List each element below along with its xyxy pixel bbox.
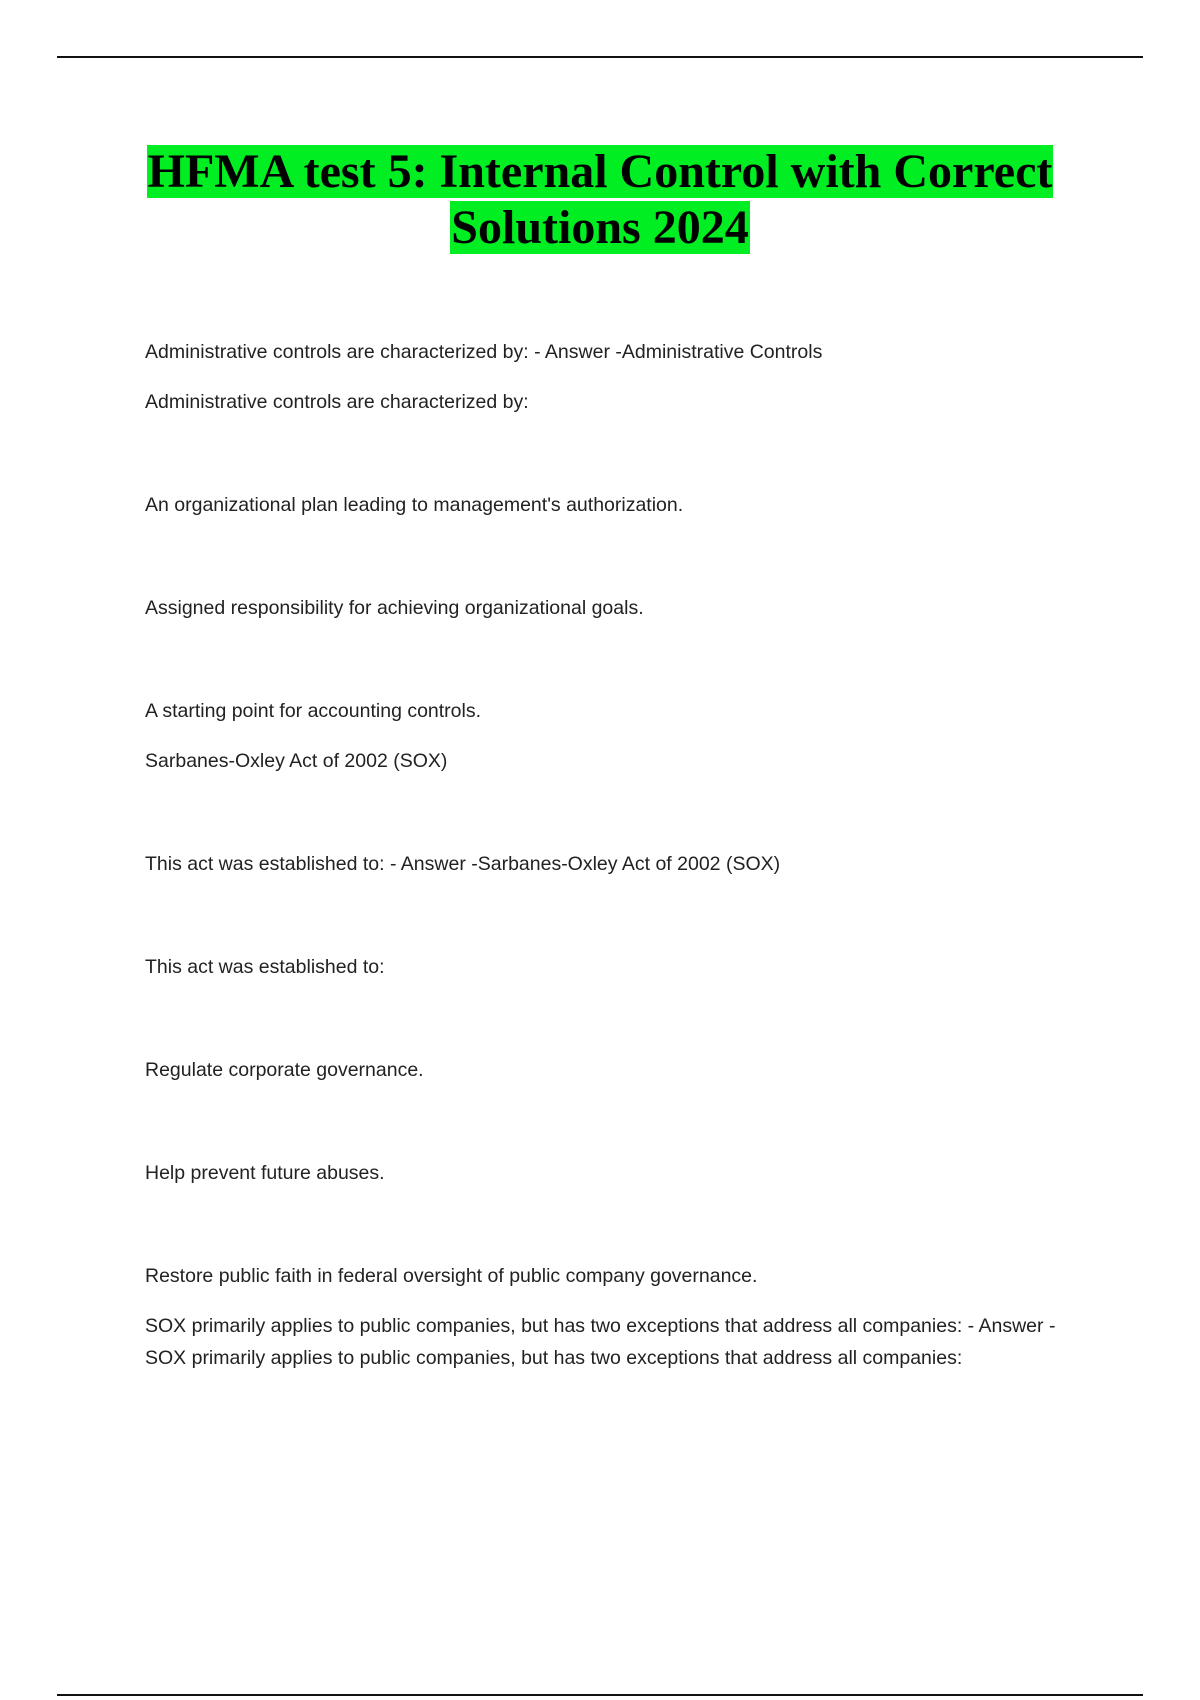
paragraph-4: Assigned responsibility for achieving organizational goals. <box>145 597 644 619</box>
paragraph-7: This act was established to: - Answer -Sarbanes-Oxley Act of 2002 (SOX) <box>145 853 781 875</box>
paragraph-6: Sarbanes-Oxley Act of 2002 (SOX) <box>145 750 448 772</box>
paragraph-11: Restore public faith in federal oversight of public company governance. <box>145 1265 758 1287</box>
document-title-text: HFMA test 5: Internal Control with Correct Solutions 2024 <box>147 145 1053 254</box>
paragraph-3: An organizational plan leading to management's authorization. <box>145 494 684 516</box>
paragraph-5: A starting point for accounting controls. <box>145 700 482 722</box>
paragraph-2: Administrative controls are characterized by: <box>145 391 529 413</box>
document-title <box>100 144 1100 256</box>
paragraph-12: SOX primarily applies to public companies, but has two exceptions that address all companies: - Answer -SOX primarily applies to public companies, but has two exceptions that address all companies: <box>145 1315 1056 1369</box>
bottom-rule <box>57 1694 1143 1696</box>
paragraph-1: Administrative controls are characterized by: - Answer -Administrative Controls <box>145 341 823 363</box>
paragraph-10: Help prevent future abuses. <box>145 1162 385 1184</box>
paragraph-9: Regulate corporate governance. <box>145 1059 424 1081</box>
top-rule <box>57 56 1143 58</box>
paragraph-8: This act was established to: <box>145 956 385 978</box>
document-body <box>145 336 1095 1374</box>
